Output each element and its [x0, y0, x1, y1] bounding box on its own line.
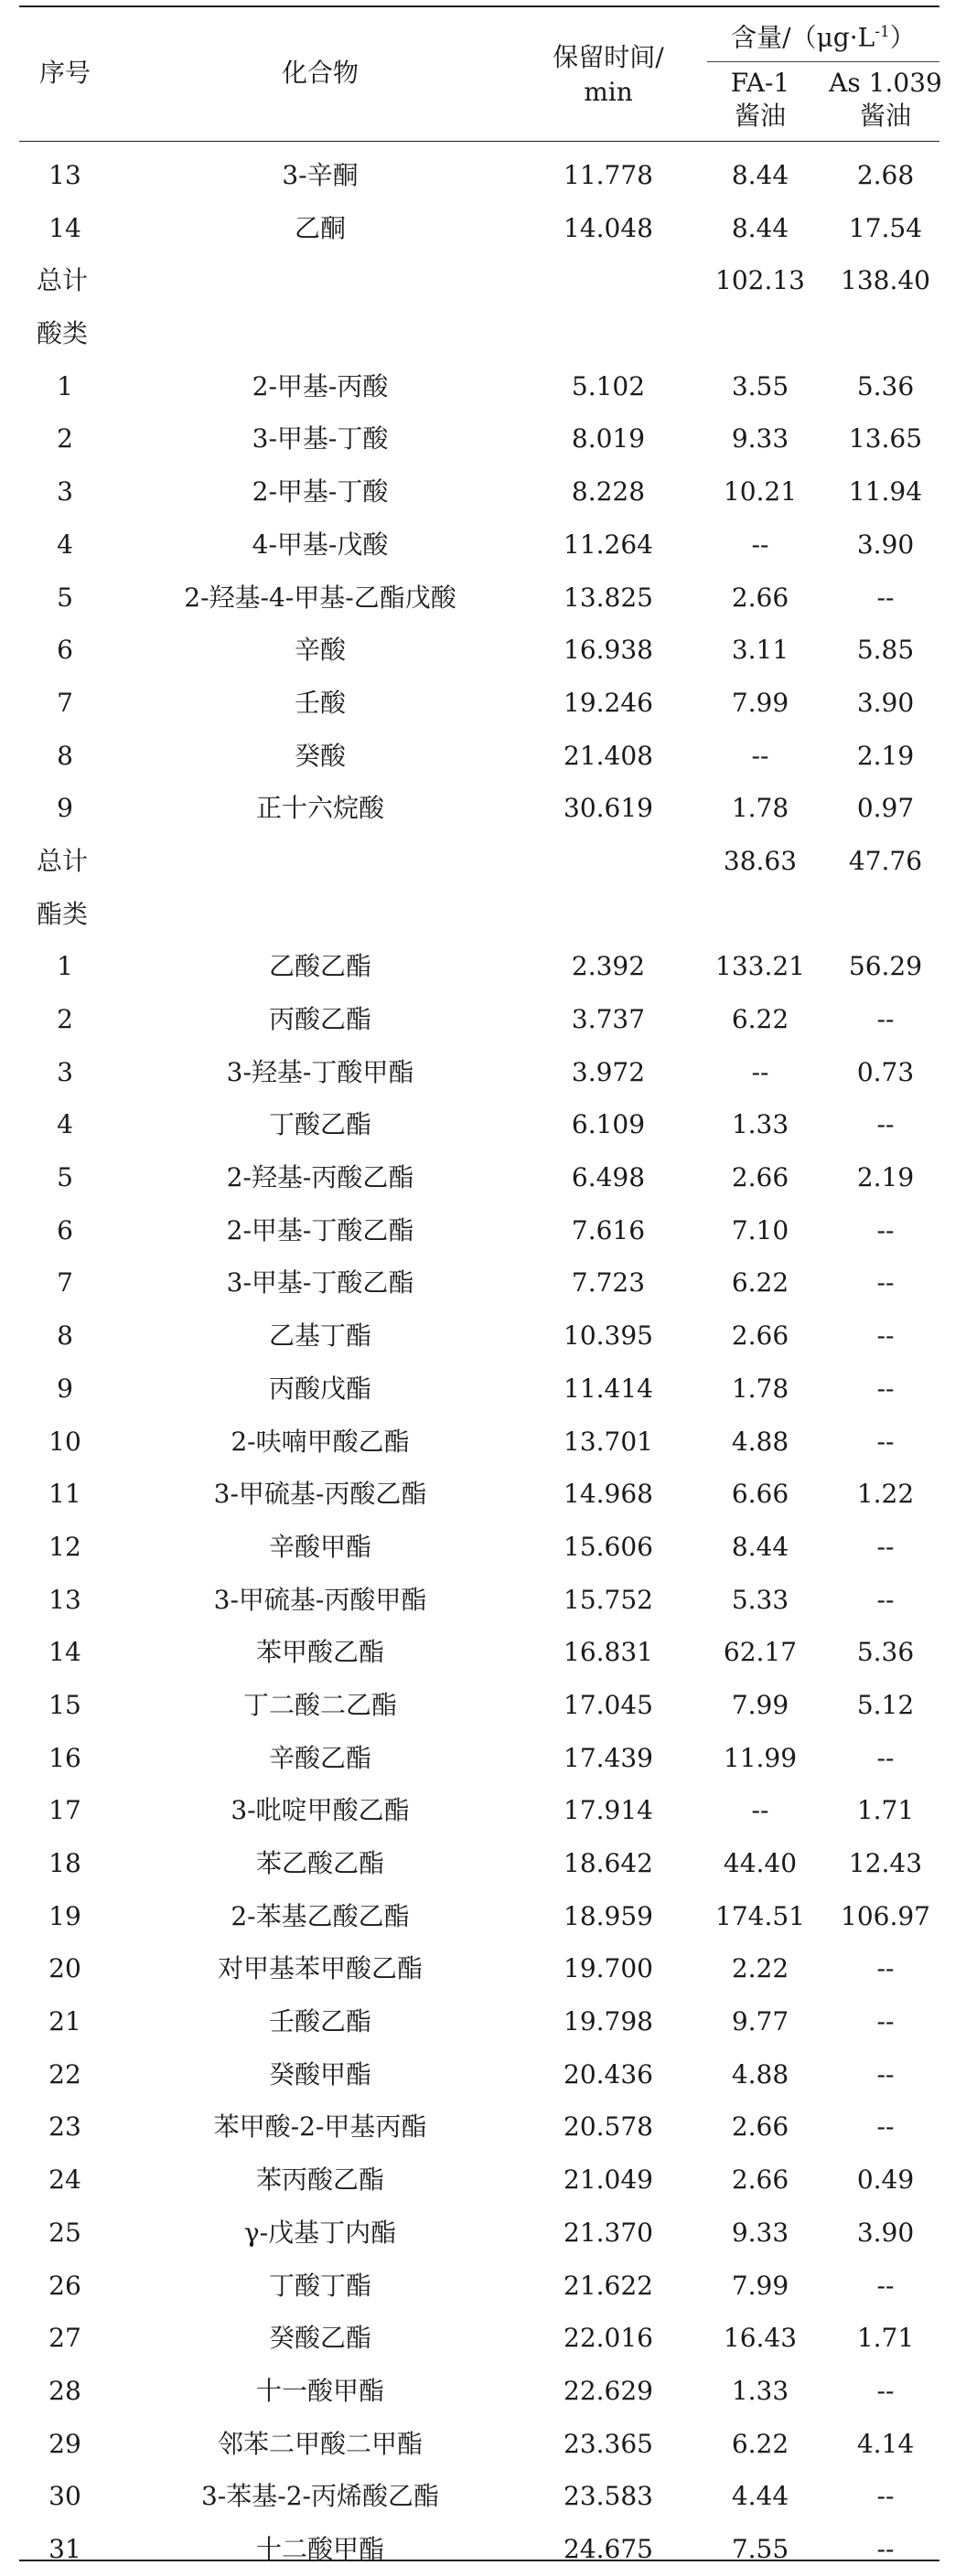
cell-fa1-content: 62.17 [723, 1637, 798, 1668]
table-row [0, 1151, 966, 1204]
cell-retention-time: 3.737 [571, 1004, 646, 1034]
cell-fa1-content: 16.43 [723, 2323, 798, 2354]
cell-as1039-content: 17.54 [848, 212, 923, 243]
cell-retention-time: 16.831 [564, 1637, 653, 1668]
cell-retention-time: 14.048 [564, 212, 653, 243]
cell-seq: 总计 [37, 265, 89, 296]
cell-compound: 癸酸甲酯 [268, 2058, 371, 2090]
cell-as1039-content: 56.29 [848, 951, 923, 982]
cell-as1039-content: -- [876, 1742, 895, 1773]
cell-seq: 28 [48, 2375, 81, 2406]
table-row [0, 940, 966, 993]
cell-compound: 正十六烷酸 [255, 793, 384, 824]
cell-retention-time: 20.578 [564, 2111, 653, 2143]
cell-seq: 26 [48, 2270, 81, 2301]
cell-as1039-content: 4.14 [856, 2428, 915, 2459]
header-as-line1: As 1.039 [829, 68, 942, 98]
table-row [0, 1363, 966, 1416]
cell-as1039-content: -- [876, 1426, 895, 1457]
cell-retention-time: 7.723 [571, 1267, 646, 1299]
cell-retention-time: 17.914 [564, 1795, 653, 1826]
cell-compound: 2-甲基-丁酸乙酯 [226, 1214, 414, 1245]
cell-as1039-content: 5.85 [856, 635, 915, 666]
cell-fa1-content: 9.33 [731, 423, 789, 454]
cell-fa1-content: 6.22 [731, 1267, 789, 1299]
cell-compound: 辛酸甲酯 [268, 1531, 371, 1562]
cell-compound: 乙酸乙酯 [268, 951, 371, 982]
cell-fa1-content: 5.33 [731, 1584, 789, 1615]
cell-retention-time: 21.622 [564, 2270, 653, 2301]
cell-seq: 8 [57, 1320, 73, 1352]
cell-as1039-content: 5.36 [856, 1637, 915, 1668]
cell-fa1-content: 6.22 [731, 1004, 789, 1034]
cell-compound: 苯丙酸乙酯 [255, 2164, 384, 2196]
group-row [0, 835, 966, 888]
cell-retention-time: 20.436 [564, 2058, 653, 2090]
cell-fa1-content: 2.66 [731, 582, 789, 613]
cell-seq: 27 [48, 2323, 81, 2354]
cell-seq: 16 [48, 1742, 81, 1773]
cell-as1039-content: 3.90 [856, 2217, 915, 2248]
header-fa-line1: FA-1 [730, 68, 790, 98]
cell-fa1-content: 44.40 [723, 1848, 798, 1878]
cell-seq: 7 [57, 1267, 73, 1299]
cell-seq: 22 [48, 2058, 81, 2090]
table-row [0, 730, 966, 783]
cell-as1039-content: 0.73 [856, 1056, 915, 1087]
cell-fa1-content: 1.78 [731, 1373, 789, 1404]
group-row [0, 254, 966, 307]
cell-seq: 13 [48, 160, 81, 190]
cell-compound: 3-辛酮 [282, 160, 359, 190]
cell-compound: 苯甲酸-2-甲基丙酯 [213, 2111, 427, 2143]
cell-compound: 3-羟基-丁酸甲酯 [226, 1056, 414, 1087]
cell-seq: 21 [48, 2006, 81, 2037]
cell-fa1-content: 1.33 [731, 1109, 789, 1140]
cell-seq: 2 [57, 423, 73, 454]
cell-as1039-content: 5.36 [856, 370, 915, 401]
cell-retention-time: 11.264 [564, 529, 653, 560]
cell-compound: 对甲基苯甲酸乙酯 [217, 1953, 423, 1984]
header-rt-line1: 保留时间/ [553, 42, 664, 72]
table-row [0, 1574, 966, 1627]
cell-as1039-content: -- [876, 1267, 895, 1299]
cell-seq: 2 [57, 1004, 73, 1034]
cell-as1039-content: 0.49 [856, 2164, 915, 2196]
cell-seq: 9 [57, 793, 73, 824]
cell-fa1-content: 7.99 [731, 2270, 789, 2301]
table-row [0, 1468, 966, 1521]
table-row [0, 1679, 966, 1732]
cell-seq: 10 [48, 1426, 81, 1457]
header-content-sup: -1 [875, 23, 890, 41]
cell-retention-time: 8.019 [571, 423, 646, 454]
cell-retention-time: 17.439 [564, 1742, 653, 1773]
table-row [0, 1837, 966, 1890]
cell-fa1-content: 7.10 [731, 1214, 789, 1245]
table-row [0, 2365, 966, 2418]
cell-compound: 邻苯二甲酸二甲酯 [217, 2428, 423, 2459]
table-row [0, 677, 966, 730]
cell-seq: 5 [57, 1162, 73, 1193]
cell-seq: 9 [57, 1373, 73, 1404]
cell-fa1-content: 8.44 [731, 160, 789, 190]
cell-fa1-content: 10.21 [723, 476, 798, 508]
header-content-label: 含量/（μg·L [731, 22, 875, 53]
cell-as1039-content: 2.68 [856, 160, 915, 190]
cell-as1039-content: -- [876, 1373, 895, 1404]
cell-retention-time: 17.045 [564, 1689, 653, 1720]
cell-compound: 2-羟基-4-甲基-乙酯戊酸 [184, 582, 456, 613]
cell-fa1-content: 2.66 [731, 1162, 789, 1193]
cell-compound: 苯甲酸乙酯 [255, 1637, 384, 1668]
table-row [0, 465, 966, 518]
cell-retention-time: 23.365 [564, 2428, 653, 2459]
cell-retention-time: 21.370 [564, 2217, 653, 2248]
cell-retention-time: 14.968 [564, 1479, 653, 1510]
table-row [0, 1784, 966, 1837]
cell-seq: 31 [48, 2533, 81, 2564]
cell-retention-time: 23.583 [564, 2481, 653, 2512]
cell-fa1-content: -- [751, 529, 769, 560]
cell-as1039-content: 13.65 [848, 423, 923, 454]
cell-seq: 酯类 [37, 898, 89, 929]
table-row [0, 1626, 966, 1679]
cell-retention-time: 22.629 [564, 2375, 653, 2406]
cell-compound: 壬酸乙酯 [268, 2006, 371, 2037]
header-fa-line2: 酱油 [734, 101, 786, 131]
table-row [0, 2100, 966, 2154]
cell-compound: 3-甲硫基-丙酸乙酯 [213, 1479, 427, 1510]
cell-compound: 辛酸 [294, 635, 346, 666]
cell-fa1-content: 2.66 [731, 1320, 789, 1352]
cell-compound: 丁酸乙酯 [268, 1109, 371, 1140]
cell-seq: 23 [48, 2111, 81, 2143]
cell-as1039-content: -- [876, 1531, 895, 1562]
cell-fa1-content: -- [751, 1056, 769, 1087]
cell-compound: 丁二酸二乙酯 [242, 1689, 397, 1720]
cell-as1039-content: 2.19 [856, 1162, 915, 1193]
cell-as1039-content: -- [876, 1584, 895, 1615]
cell-as1039-content: -- [876, 1953, 895, 1984]
cell-compound: 十一酸甲酯 [255, 2375, 384, 2406]
cell-as1039-content: 12.43 [848, 1848, 923, 1878]
table-row [0, 1942, 966, 1995]
cell-as1039-content: 5.12 [856, 1689, 915, 1720]
table-row [0, 2523, 966, 2576]
cell-compound: 癸酸 [294, 740, 346, 771]
cell-as1039-content: 1.71 [856, 2323, 915, 2354]
cell-retention-time: 19.246 [564, 687, 653, 718]
cell-as1039-content: 138.40 [841, 265, 930, 296]
cell-retention-time: 15.752 [564, 1584, 653, 1615]
cell-retention-time: 11.414 [564, 1373, 653, 1404]
cell-retention-time: 21.408 [564, 740, 653, 771]
cell-compound: 2-甲基-丙酸 [252, 370, 389, 401]
cell-compound: 2-苯基乙酸乙酯 [231, 1900, 410, 1931]
cell-retention-time: 15.606 [564, 1531, 653, 1562]
cell-fa1-content: 1.33 [731, 2375, 789, 2406]
cell-seq: 25 [48, 2217, 81, 2248]
cell-as1039-content: -- [876, 1004, 895, 1034]
table-row [0, 572, 966, 625]
table-row [0, 412, 966, 465]
cell-seq: 30 [48, 2481, 81, 2512]
cell-as1039-content: 3.90 [856, 687, 915, 718]
cell-compound: 2-呋喃甲酸乙酯 [231, 1426, 410, 1457]
table-row [0, 1204, 966, 1257]
header-seq: 序号 [38, 58, 91, 88]
cell-retention-time: 3.972 [571, 1056, 646, 1087]
cell-seq: 总计 [37, 845, 89, 876]
cell-seq: 14 [48, 212, 81, 243]
cell-as1039-content: -- [876, 2111, 895, 2143]
cell-compound: 4-甲基-戊酸 [252, 529, 389, 560]
cell-seq: 4 [57, 529, 73, 560]
header-group-rule [707, 61, 939, 62]
cell-fa1-content: 3.55 [731, 370, 789, 401]
cell-compound: 苯乙酸乙酯 [255, 1848, 384, 1878]
table-bottom-rule [19, 2560, 939, 2561]
cell-seq: 17 [48, 1795, 81, 1826]
cell-retention-time: 8.228 [571, 476, 646, 508]
cell-retention-time: 24.675 [564, 2533, 653, 2564]
table-row [0, 1995, 966, 2048]
table-row [0, 518, 966, 572]
cell-retention-time: 16.938 [564, 635, 653, 666]
cell-compound: 壬酸 [294, 687, 346, 718]
cell-seq: 3 [57, 1056, 73, 1087]
table-body [0, 149, 966, 2576]
cell-retention-time: 13.701 [564, 1426, 653, 1457]
cell-fa1-content: 2.66 [731, 2111, 789, 2143]
cell-fa1-content: 8.44 [731, 1531, 789, 1562]
header-as-line2: 酱油 [859, 101, 911, 131]
cell-compound: 癸酸乙酯 [268, 2323, 371, 2354]
header-bottom-rule [19, 141, 939, 142]
cell-fa1-content: 7.99 [731, 1689, 789, 1720]
cell-retention-time: 22.016 [564, 2323, 653, 2354]
cell-seq: 4 [57, 1109, 73, 1140]
cell-fa1-content: 102.13 [715, 265, 805, 296]
table-row [0, 1732, 966, 1785]
header-content-close: ） [889, 22, 916, 53]
cell-seq: 7 [57, 687, 73, 718]
table-row [0, 993, 966, 1046]
cell-retention-time: 6.498 [571, 1162, 646, 1193]
cell-retention-time: 10.395 [564, 1320, 653, 1352]
cell-compound: 3-甲基-丁酸 [252, 423, 389, 454]
cell-seq: 19 [48, 1900, 81, 1931]
cell-fa1-content: 2.22 [731, 1953, 789, 1984]
table-row [0, 1890, 966, 1943]
table-row [0, 2312, 966, 2365]
cell-as1039-content: -- [876, 2006, 895, 2037]
group-row [0, 888, 966, 941]
cell-retention-time: 6.109 [571, 1109, 646, 1140]
cell-as1039-content: -- [876, 2058, 895, 2090]
cell-fa1-content: 4.44 [731, 2481, 789, 2512]
cell-fa1-content: 6.66 [731, 1479, 789, 1510]
cell-as1039-content: -- [876, 2481, 895, 2512]
cell-compound: 丙酸戊酯 [268, 1373, 371, 1404]
cell-fa1-content: -- [751, 1795, 769, 1826]
cell-compound: 2-羟基-丙酸乙酯 [226, 1162, 414, 1193]
table-row [0, 782, 966, 835]
cell-as1039-content: 106.97 [841, 1900, 930, 1931]
table-row [0, 2207, 966, 2260]
table-row [0, 1256, 966, 1309]
table-row [0, 360, 966, 413]
cell-compound: 乙酮 [294, 212, 346, 243]
cell-compound: 2-甲基-丁酸 [252, 476, 389, 508]
cell-fa1-content: 9.77 [731, 2006, 789, 2037]
header-rt-line2: min [584, 77, 633, 107]
cell-seq: 3 [57, 476, 73, 508]
table-row [0, 202, 966, 255]
cell-seq: 11 [48, 1479, 81, 1510]
cell-as1039-content: 3.90 [856, 529, 915, 560]
cell-compound: γ-戊基丁内酯 [243, 2217, 397, 2248]
cell-fa1-content: 9.33 [731, 2217, 789, 2248]
cell-retention-time: 7.616 [571, 1214, 646, 1245]
table-row [0, 2470, 966, 2523]
cell-retention-time: 21.049 [564, 2164, 653, 2196]
cell-compound: 丙酸乙酯 [268, 1004, 371, 1034]
header-compound: 化合物 [281, 58, 359, 88]
cell-retention-time: 5.102 [571, 370, 646, 401]
cell-fa1-content: 6.22 [731, 2428, 789, 2459]
cell-as1039-content: -- [876, 1214, 895, 1245]
cell-fa1-content: 3.11 [731, 635, 789, 666]
cell-retention-time: 11.778 [564, 160, 653, 190]
header-content [707, 16, 939, 53]
cell-as1039-content: 1.22 [856, 1479, 915, 1510]
cell-retention-time: 2.392 [571, 951, 646, 982]
table-row [0, 1416, 966, 1469]
table-row [0, 1098, 966, 1151]
cell-fa1-content: 7.55 [731, 2533, 789, 2564]
cell-fa1-content: 4.88 [731, 2058, 789, 2090]
cell-seq: 6 [57, 1214, 73, 1245]
cell-as1039-content: 2.19 [856, 740, 915, 771]
cell-fa1-content: 1.78 [731, 793, 789, 824]
table-row [0, 2048, 966, 2101]
cell-seq: 15 [48, 1689, 81, 1720]
table-top-rule [19, 5, 939, 7]
table-row [0, 149, 966, 202]
cell-fa1-content: 7.99 [731, 687, 789, 718]
table-row [0, 2418, 966, 2471]
cell-as1039-content: -- [876, 1109, 895, 1140]
cell-compound: 丁酸丁酯 [268, 2270, 371, 2301]
table-row [0, 1309, 966, 1363]
cell-seq: 14 [48, 1637, 81, 1668]
cell-compound: 3-苯基-2-丙烯酸乙酯 [200, 2481, 439, 2512]
cell-fa1-content: 4.88 [731, 1426, 789, 1457]
cell-seq: 8 [57, 740, 73, 771]
cell-compound: 3-甲硫基-丙酸甲酯 [213, 1584, 427, 1615]
cell-compound: 3-甲基-丁酸乙酯 [226, 1267, 414, 1299]
cell-seq: 20 [48, 1953, 81, 1984]
cell-fa1-content: 174.51 [715, 1900, 805, 1931]
cell-as1039-content: 1.71 [856, 1795, 915, 1826]
table-row [0, 1046, 966, 1099]
cell-seq: 6 [57, 635, 73, 666]
cell-retention-time: 19.700 [564, 1953, 653, 1984]
cell-compound: 3-吡啶甲酸乙酯 [231, 1795, 410, 1826]
table-row [0, 2154, 966, 2207]
cell-fa1-content: -- [751, 740, 769, 771]
cell-as1039-content: 47.76 [848, 845, 923, 876]
cell-fa1-content: 11.99 [723, 1742, 798, 1773]
cell-seq: 5 [57, 582, 73, 613]
table-row [0, 2260, 966, 2313]
cell-seq: 29 [48, 2428, 81, 2459]
cell-as1039-content: -- [876, 2375, 895, 2406]
cell-seq: 酸类 [37, 318, 89, 349]
cell-as1039-content: 0.97 [856, 793, 915, 824]
cell-retention-time: 18.959 [564, 1900, 653, 1931]
cell-fa1-content: 38.63 [723, 845, 798, 876]
cell-seq: 1 [57, 370, 73, 401]
cell-seq: 18 [48, 1848, 81, 1878]
cell-seq: 1 [57, 951, 73, 982]
cell-seq: 12 [48, 1531, 81, 1562]
cell-as1039-content: -- [876, 582, 895, 613]
cell-seq: 13 [48, 1584, 81, 1615]
cell-retention-time: 18.642 [564, 1848, 653, 1878]
cell-as1039-content: -- [876, 2270, 895, 2301]
table-row [0, 1521, 966, 1574]
group-row [0, 307, 966, 360]
cell-compound: 乙基丁酯 [268, 1320, 371, 1352]
cell-retention-time: 30.619 [564, 793, 653, 824]
cell-fa1-content: 2.66 [731, 2164, 789, 2196]
cell-fa1-content: 8.44 [731, 212, 789, 243]
table-row [0, 624, 966, 677]
cell-as1039-content: -- [876, 2533, 895, 2564]
cell-compound: 十二酸甲酯 [255, 2533, 384, 2564]
cell-fa1-content: 133.21 [715, 951, 805, 982]
cell-retention-time: 13.825 [564, 582, 653, 613]
cell-as1039-content: 11.94 [848, 476, 923, 508]
cell-as1039-content: -- [876, 1320, 895, 1352]
cell-compound: 辛酸乙酯 [268, 1742, 371, 1773]
cell-seq: 24 [48, 2164, 81, 2196]
cell-retention-time: 19.798 [564, 2006, 653, 2037]
